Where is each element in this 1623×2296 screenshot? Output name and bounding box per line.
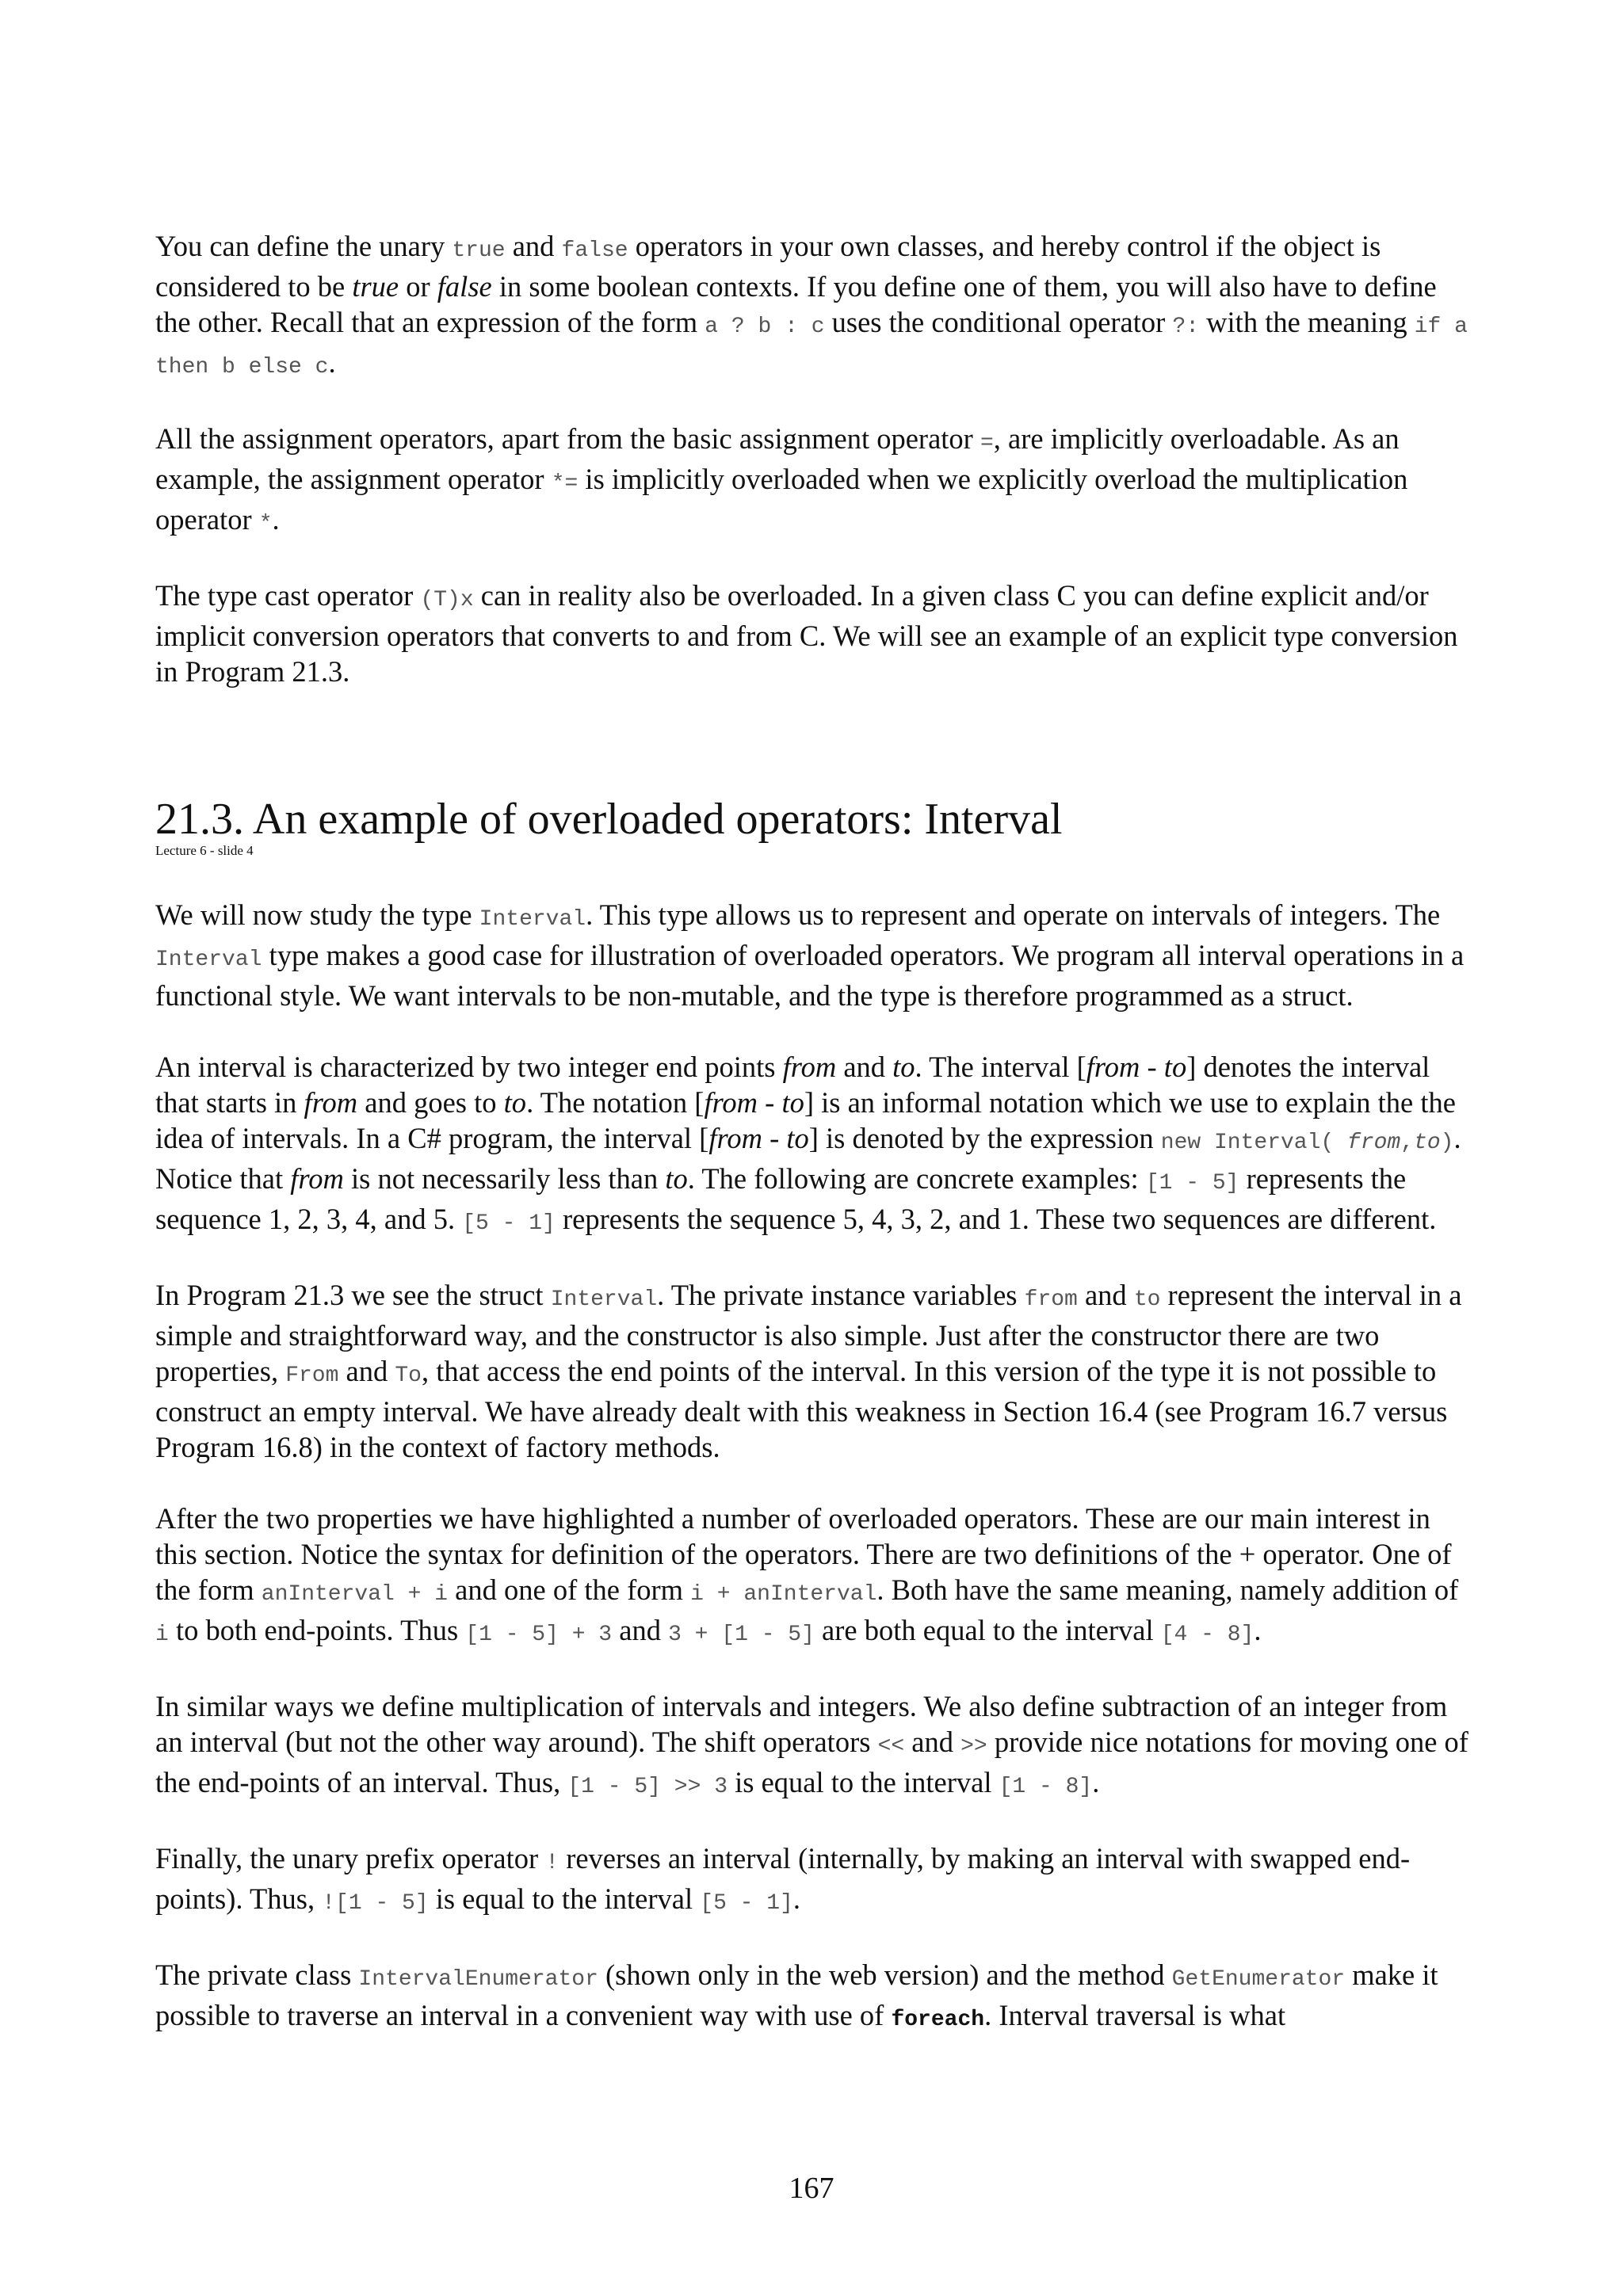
paragraph-unary-prefix: Finally, the unary prefix operator ! reverses an interval (internally, by making an interval with swapped end-points). Thus, ![1 - 5] is equal to the interval [5 - 1]. — [155, 1842, 1411, 1916]
paragraph-enumerator: The private class IntervalEnumerator (shown only in the web version) and the method GetEnumerator make it possible to traverse an interval in a convenient way with use of foreach. Interval traversal is what — [155, 1958, 1438, 2032]
paragraph-struct-interval: In Program 21.3 we see the struct Interval. The private instance variables from and to represent the interval in a simple and straightforward way, and the constructor is also simple. Just after the constructor there are two properties, From and To, that access the end points of the interval. In this version of the type it is not possible to construct an empty interval. We have already dealt with this weakness in Section 16.4 (see Program 16.7 versus Program 16.8) in the context of factory methods. — [155, 1279, 1462, 1463]
page-number: 167 — [789, 2172, 834, 2205]
paragraph-interval-intro: We will now study the type Interval. This type allows us to represent and operate on intervals of integers. The Interval type makes a good case for illustration of overloaded operators. We program all interval operations in a functional style. We want intervals to be non-mutable, and the type is therefore programmed as a struct. — [155, 898, 1465, 1012]
paragraph-type-cast: The type cast operator (T)x can in reality also be overloaded. In a given class C you can define explicit and/or implicit conversion operators that converts to and from C. We will see an example of an explicit type conversion in Program 21.3. — [155, 579, 1458, 688]
paragraph-assignment-operators: All the assignment operators, apart from the basic assignment operator =, are implicitly overloadable. As an example, the assignment operator *= is implicitly overloaded when we explicitly overload the multiplication operator *. — [155, 422, 1408, 536]
paragraph-unary-true-false: You can define the unary true and false operators in your own classes, and hereby control if the object is considered to be true or false in some boolean contexts. If you define one of them, you will also have to define the other. Recall that an expression of the form a ? b : c uses the conditional operator ?: with the meaning if a then b else c. — [155, 230, 1468, 379]
paragraph-overloaded-plus: After the two properties we have highlighted a number of overloaded operators. These are our main interest in this section. Notice the syntax for definition of the operators. There are two definitions of the + operator. One of the form anInterval + i and one of the form i + anInterval. Both have the same meaning, namely addition of i to both end-points. Thus [1 - 5] + 3 and 3 + [1 - 5] are both equal to the interval [4 - 8]. — [155, 1502, 1459, 1647]
page-body — [155, 228, 1479, 2073]
section-heading: 21.3. An example of overloaded operators: Interval — [155, 795, 1063, 844]
slide-reference: Lecture 6 - slide 4 — [155, 843, 254, 858]
paragraph-shift-operators: In similar ways we define multiplication of intervals and integers. We also define subtraction of an integer from an interval (but not the other way around). The shift operators << and >> provide nice notations for moving one of the end-points of an interval. Thus, [1 - 5] >> 3 is equal to the interval [1 - 8]. — [155, 1690, 1468, 1799]
paragraph-interval-endpoints: An interval is characterized by two integer end points from and to. The interval [from - to] denotes the interval that starts in from and goes to to. The notation [from - to] is an informal notation which we use to explain the the idea of intervals. In a C# program, the interval [from - to] is denoted by the expression new Interval( from,to). Notice that from is not necessarily less than to. The following are concrete examples: [1 - 5] represents the sequence 1, 2, 3, 4, and 5. [5 - 1] represents the sequence 5, 4, 3, 2, and 1. These two sequences are different. — [155, 1051, 1461, 1236]
